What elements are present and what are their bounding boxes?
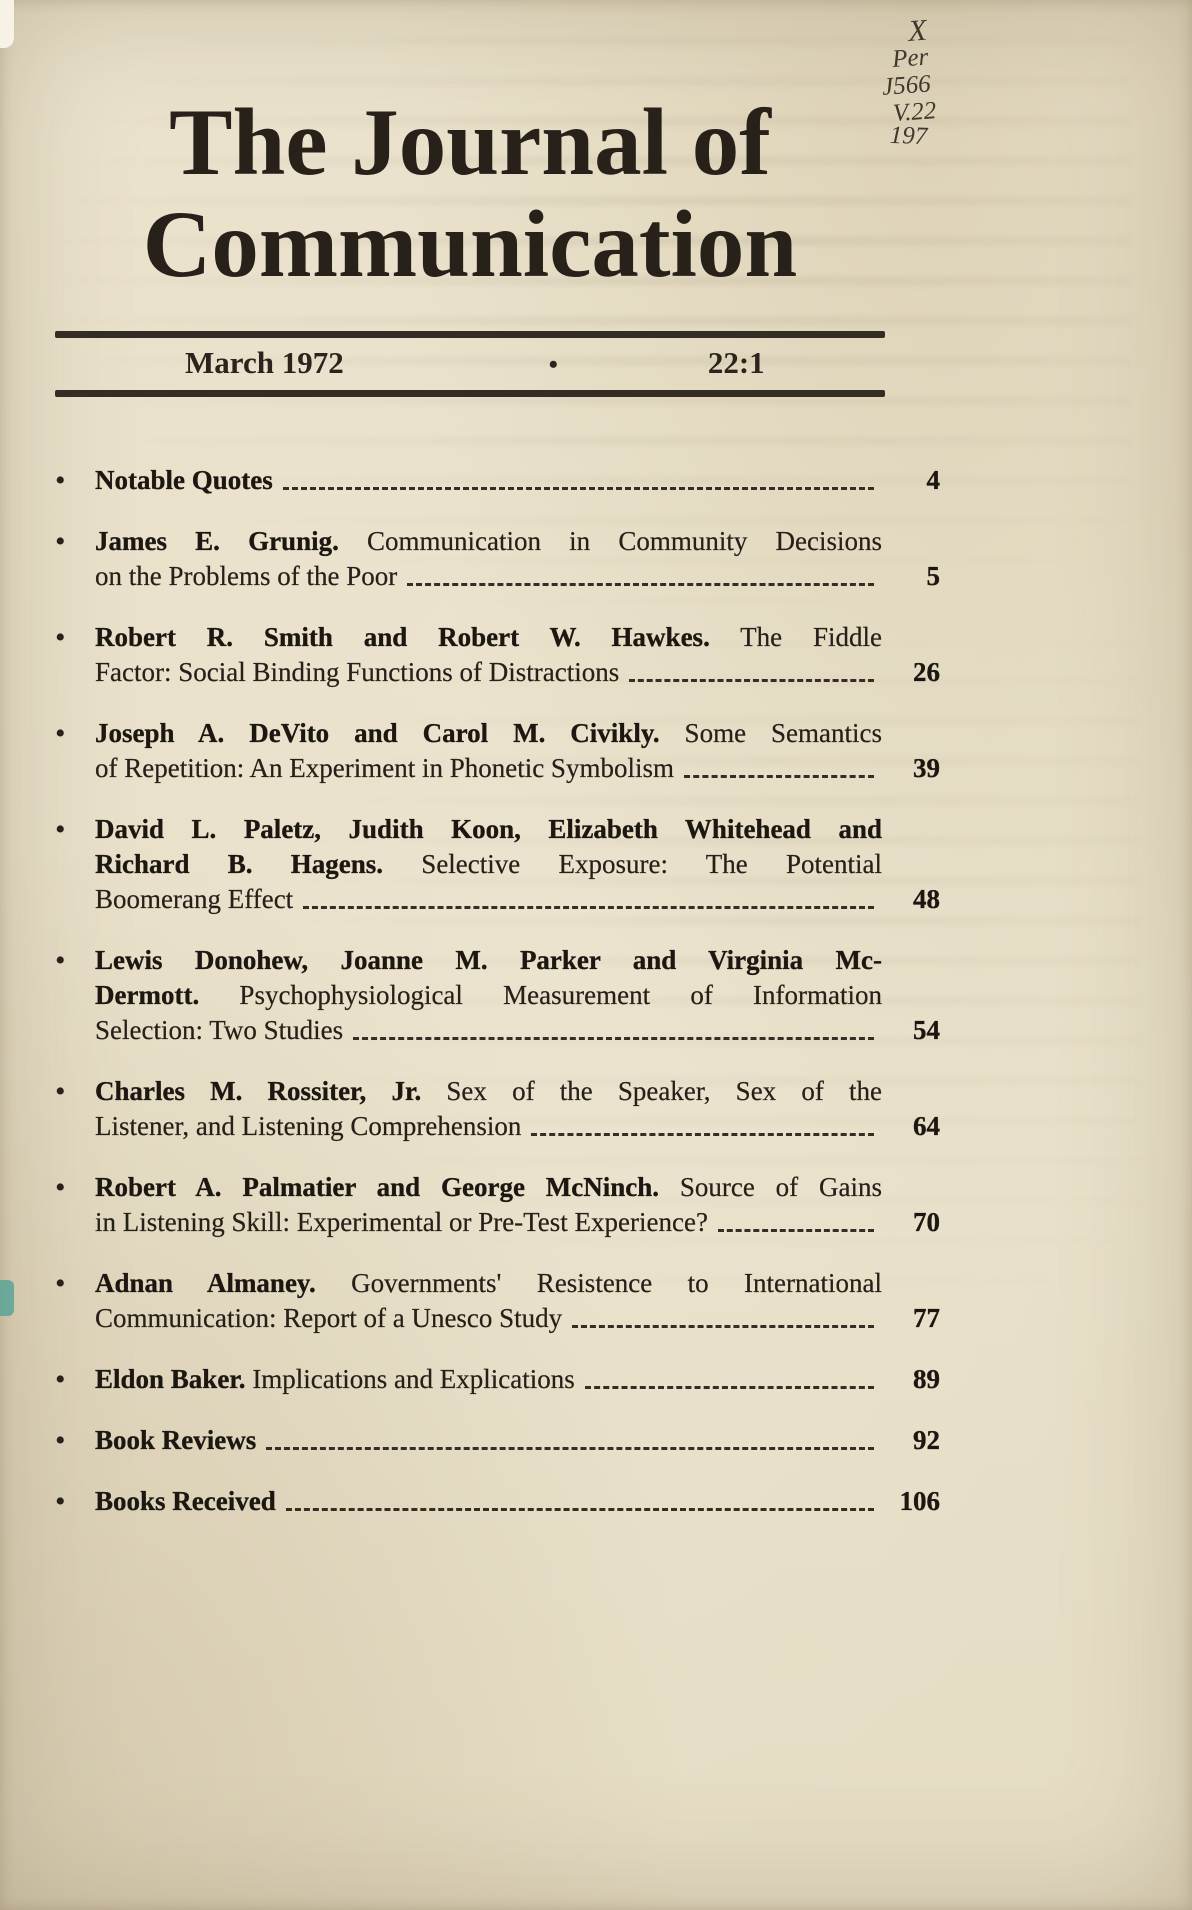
title-text: on the Problems of the Poor	[95, 561, 398, 592]
journal-title	[55, 0, 885, 295]
title-text: Factor: Social Binding Functions of Distractions	[95, 657, 620, 688]
entry-text	[95, 1301, 562, 1336]
title-text: Communication: Report of a Unesco Study	[95, 1303, 563, 1334]
page-number-col	[882, 812, 940, 917]
page-number-col	[882, 620, 940, 690]
dot-leader	[684, 775, 874, 778]
entry-line	[95, 1484, 882, 1519]
entry-text	[95, 718, 882, 748]
entry-bullet-icon: •	[55, 1075, 66, 1109]
entry-line	[95, 655, 882, 690]
dot-leader	[531, 1133, 874, 1136]
entry-line	[95, 524, 882, 559]
toc-entry	[55, 1170, 940, 1240]
entry-text	[95, 751, 674, 786]
page-number-col	[882, 716, 940, 786]
author-text: Books Received	[95, 1486, 276, 1517]
title-text: Some Semantics	[659, 718, 883, 749]
entry-text	[95, 1109, 521, 1144]
entry-text	[95, 1172, 882, 1202]
page-corner-sliver	[0, 0, 14, 48]
title-text: Implications and Explications	[245, 1364, 575, 1395]
title-text: The Fiddle	[709, 622, 882, 653]
entry-bullet-icon: •	[55, 621, 66, 655]
title-text: Listener, and Listening Comprehension	[95, 1111, 522, 1142]
title-text: Communication in Community Decisions	[338, 526, 882, 557]
toc-entry	[55, 524, 940, 594]
entry-text	[95, 814, 882, 844]
entry-body	[95, 1266, 882, 1336]
dot-leader	[572, 1325, 874, 1328]
toc-entry	[55, 463, 940, 498]
page-number-col	[882, 524, 940, 594]
title-text: Boomerang Effect	[95, 884, 294, 915]
entry-bullet-icon: •	[55, 464, 66, 498]
toc-entry	[55, 1266, 940, 1336]
entry-line	[95, 1013, 882, 1048]
author-text: Robert A. Palmatier and George McNinch.	[95, 1172, 660, 1203]
entry-text	[95, 1423, 256, 1458]
entry-text	[95, 1484, 276, 1519]
entry-line	[95, 1205, 882, 1240]
entry-text	[95, 526, 882, 556]
entry-body	[95, 1170, 882, 1240]
entry-line	[95, 978, 882, 1013]
author-text: Richard B. Hagens.	[95, 849, 384, 880]
entry-text	[95, 1076, 882, 1106]
issue-line	[55, 338, 885, 390]
entry-bullet-icon: •	[55, 944, 66, 978]
title-text: of Repetition: An Experiment in Phonetic Symbolism	[95, 753, 674, 784]
annotation-line: X	[907, 13, 928, 48]
toc-entry	[55, 812, 940, 917]
page-number-col	[882, 1266, 940, 1336]
entry-line	[95, 559, 882, 594]
entry-line	[95, 1109, 882, 1144]
entry-text	[95, 1013, 343, 1048]
page-number-col	[882, 1484, 940, 1519]
dot-leader	[718, 1229, 874, 1232]
dot-leader	[286, 1508, 874, 1511]
entry-body	[95, 524, 882, 594]
entry-body	[95, 1074, 882, 1144]
title-text: Governments' Resistence to International	[315, 1268, 882, 1299]
page-number: 48	[913, 884, 940, 915]
author-text: Dermott.	[95, 980, 200, 1011]
entry-line	[95, 620, 882, 655]
toc-entry	[55, 716, 940, 786]
rule-bottom	[55, 390, 885, 397]
dot-leader	[353, 1037, 874, 1040]
entry-bullet-icon: •	[55, 1363, 66, 1397]
toc-entry	[55, 620, 940, 690]
annotation-line: 197	[889, 121, 928, 151]
entry-text	[95, 980, 882, 1010]
entry-body	[95, 812, 882, 917]
annotation-line: J566	[881, 70, 932, 101]
entry-line	[95, 1074, 882, 1109]
entry-line	[95, 463, 882, 498]
page-number-col	[882, 1423, 940, 1458]
author-text: Lewis Donohew, Joanne M. Parker and Virginia Mc-	[95, 945, 882, 976]
dot-leader	[303, 906, 874, 909]
issue-volume: 22:1	[707, 345, 765, 381]
toc-entry	[55, 1074, 940, 1144]
entry-text	[95, 882, 293, 917]
entry-text	[95, 945, 882, 975]
entry-line	[95, 882, 882, 917]
toc-entry	[55, 1362, 940, 1397]
entry-text	[95, 622, 882, 652]
entry-text	[95, 655, 619, 690]
entry-body	[95, 1423, 882, 1458]
entry-bullet-icon: •	[55, 717, 66, 751]
entry-body	[95, 943, 882, 1048]
page-number-col	[882, 1362, 940, 1397]
author-text: Robert R. Smith and Robert W. Hawkes.	[95, 622, 710, 653]
entry-bullet-icon: •	[55, 1424, 66, 1458]
page-number: 4	[926, 465, 940, 496]
entry-line	[95, 943, 882, 978]
entry-line	[95, 1170, 882, 1205]
author-text: Notable Quotes	[95, 465, 273, 496]
entry-bullet-icon: •	[55, 1171, 66, 1205]
dot-leader	[585, 1386, 874, 1389]
page-number-col	[882, 463, 940, 498]
author-text: David L. Paletz, Judith Koon, Elizabeth Whitehead and	[95, 814, 882, 845]
entry-line	[95, 847, 882, 882]
issue-separator-bullet: •	[548, 350, 558, 380]
issue-date: March 1972	[185, 345, 344, 381]
author-text: Joseph A. DeVito and Carol M. Civikly.	[95, 718, 660, 749]
page-number: 89	[913, 1364, 940, 1395]
entry-text	[95, 849, 882, 879]
page-number: 5	[926, 561, 940, 592]
dot-leader	[266, 1447, 874, 1450]
toc-entry	[55, 1423, 940, 1458]
entry-body	[95, 463, 882, 498]
annotation-line: V.22	[892, 97, 938, 128]
entry-bullet-icon: •	[55, 1485, 66, 1519]
page-number-col	[882, 1170, 940, 1240]
dot-leader	[407, 583, 874, 586]
page-number: 26	[913, 657, 940, 688]
title-text: Psychophysiological Measurement of Information	[199, 980, 882, 1011]
entry-line	[95, 812, 882, 847]
entry-line	[95, 716, 882, 751]
teal-edge-mark	[0, 1280, 14, 1316]
page-number-col	[882, 1074, 940, 1144]
entry-text	[95, 1362, 575, 1397]
title-text: Selection: Two Studies	[95, 1015, 344, 1046]
title-text: Selective Exposure: The Potential	[383, 849, 882, 880]
page-number: 106	[899, 1486, 940, 1517]
toc-entry	[55, 1484, 940, 1519]
journal-title-line1: The Journal of	[169, 89, 771, 195]
author-text: Eldon Baker.	[95, 1364, 246, 1395]
author-text: James E. Grunig.	[95, 526, 339, 557]
author-text: Adnan Almaney.	[95, 1268, 316, 1299]
entry-body	[95, 620, 882, 690]
page-number: 54	[913, 1015, 940, 1046]
entry-text	[95, 559, 397, 594]
entry-bullet-icon: •	[55, 813, 66, 847]
dot-leader	[283, 487, 874, 490]
annotation-line: Per	[891, 43, 930, 74]
entry-body	[95, 716, 882, 786]
toc-list	[55, 463, 940, 1519]
page-number-col	[882, 943, 940, 1048]
entry-bullet-icon: •	[55, 525, 66, 559]
entry-line	[95, 1362, 882, 1397]
title-text: Source of Gains	[659, 1172, 882, 1203]
entry-line	[95, 751, 882, 786]
page-number: 39	[913, 753, 940, 784]
page-number: 92	[913, 1425, 940, 1456]
title-text: in Listening Skill: Experimental or Pre-Test Experience?	[95, 1207, 708, 1238]
entry-bullet-icon: •	[55, 1267, 66, 1301]
author-text: Charles M. Rossiter, Jr.	[95, 1076, 422, 1107]
dot-leader	[629, 679, 874, 682]
entry-body	[95, 1484, 882, 1519]
author-text: Book Reviews	[95, 1425, 257, 1456]
entry-line	[95, 1301, 882, 1336]
entry-body	[95, 1362, 882, 1397]
entry-text	[95, 463, 273, 498]
toc-entry	[55, 943, 940, 1048]
rule-top	[55, 331, 885, 338]
entry-line	[95, 1423, 882, 1458]
page-content	[55, 0, 940, 1519]
page-number: 70	[913, 1207, 940, 1238]
title-text: Sex of the Speaker, Sex of the	[421, 1076, 882, 1107]
page-number: 77	[913, 1303, 940, 1334]
page-number: 64	[913, 1111, 940, 1142]
journal-title-line2: Communication	[142, 190, 798, 297]
entry-text	[95, 1268, 882, 1298]
entry-text	[95, 1205, 708, 1240]
entry-line	[95, 1266, 882, 1301]
